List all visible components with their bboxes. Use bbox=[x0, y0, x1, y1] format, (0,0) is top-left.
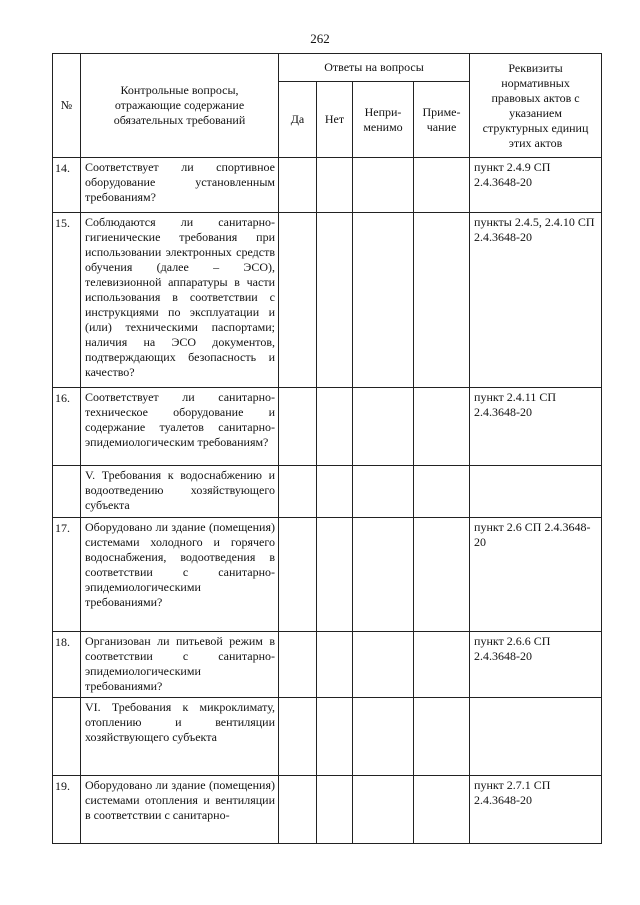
answer-na-cell bbox=[353, 466, 414, 518]
section-row bbox=[53, 698, 602, 776]
answer-note-cell bbox=[414, 698, 470, 776]
answer-yes-cell bbox=[279, 158, 317, 213]
row-number: 17. bbox=[53, 518, 81, 632]
question-text: Оборудовано ли здание (помещения) системами холодного и горячего водоснабжения, водоотведения в соответствии с санитарно-эпидемиологическими требованиями? bbox=[81, 518, 279, 632]
answer-na-cell bbox=[353, 776, 414, 844]
question-row bbox=[53, 158, 602, 213]
question-row bbox=[53, 213, 602, 388]
checklist-table bbox=[52, 53, 602, 844]
question-row bbox=[53, 518, 602, 632]
requisite-ref bbox=[470, 698, 602, 776]
requisite-ref bbox=[470, 466, 602, 518]
row-number: 15. bbox=[53, 213, 81, 388]
answer-no-cell bbox=[317, 698, 353, 776]
answer-no-cell bbox=[317, 388, 353, 466]
answer-no-cell bbox=[317, 466, 353, 518]
answer-na-cell bbox=[353, 213, 414, 388]
question-text: Соответствует ли спортивное оборудование установленным требованиям? bbox=[81, 158, 279, 213]
answer-note-cell bbox=[414, 776, 470, 844]
section-title: V. Требования к водоснабжению и водоотведению хозяйствующего субъекта bbox=[81, 466, 279, 518]
answer-na-cell bbox=[353, 698, 414, 776]
section-title: VI. Требования к микроклимату, отоплению и вентиляции хозяйствующего субъекта bbox=[81, 698, 279, 776]
answer-note-cell bbox=[414, 518, 470, 632]
requisite-ref: пункт 2.6.6 СП 2.4.3648-20 bbox=[470, 632, 602, 698]
header-num: № bbox=[53, 54, 81, 158]
answer-no-cell bbox=[317, 776, 353, 844]
answer-note-cell bbox=[414, 213, 470, 388]
header-answers-group: Ответы на вопросы bbox=[279, 54, 470, 82]
answer-yes-cell bbox=[279, 213, 317, 388]
answer-na-cell bbox=[353, 158, 414, 213]
answer-note-cell bbox=[414, 632, 470, 698]
answer-yes-cell bbox=[279, 388, 317, 466]
question-row bbox=[53, 388, 602, 466]
answer-note-cell bbox=[414, 388, 470, 466]
answer-na-cell bbox=[353, 632, 414, 698]
row-number bbox=[53, 466, 81, 518]
answer-note-cell bbox=[414, 466, 470, 518]
requisite-ref: пункт 2.4.9 СП 2.4.3648-20 bbox=[470, 158, 602, 213]
header-note: Приме-чание bbox=[414, 82, 470, 158]
question-text: Соблюдаются ли санитарно-гигиенические требования при использовании электронных средств обучения (далее – ЭСО), телевизионной аппаратуры в части использования в соответствии с инструкциями по эксплуатации и (или) техническими паспортами; наличия на ЭСО документов, подтверждающих безопасность и качество? bbox=[81, 213, 279, 388]
row-number: 19. bbox=[53, 776, 81, 844]
question-text: Соответствует ли санитарно-техническое оборудование и содержание туалетов санитарно-эпидемиологическим требованиям? bbox=[81, 388, 279, 466]
row-number: 16. bbox=[53, 388, 81, 466]
answer-no-cell bbox=[317, 632, 353, 698]
answer-yes-cell bbox=[279, 518, 317, 632]
requisite-ref: пункт 2.6 СП 2.4.3648-20 bbox=[470, 518, 602, 632]
requisite-ref: пункты 2.4.5, 2.4.10 СП 2.4.3648-20 bbox=[470, 213, 602, 388]
answer-yes-cell bbox=[279, 632, 317, 698]
header-questions: Контрольные вопросы, отражающие содержание обязательных требований bbox=[81, 54, 279, 158]
question-row bbox=[53, 776, 602, 844]
answer-yes-cell bbox=[279, 466, 317, 518]
requisite-ref: пункт 2.4.11 СП 2.4.3648-20 bbox=[470, 388, 602, 466]
question-text: Оборудовано ли здание (помещения) системами отопления и вентиляции в соответствии с санитарно- bbox=[81, 776, 279, 844]
page-number: 262 bbox=[310, 31, 330, 46]
answer-yes-cell bbox=[279, 776, 317, 844]
answer-no-cell bbox=[317, 213, 353, 388]
header-not-applicable: Непри-менимо bbox=[353, 82, 414, 158]
answer-no-cell bbox=[317, 518, 353, 632]
header-requisites: Реквизиты нормативных правовых актов с указанием структурных единиц этих актов bbox=[470, 54, 602, 158]
answer-note-cell bbox=[414, 158, 470, 213]
question-row bbox=[53, 632, 602, 698]
section-row bbox=[53, 466, 602, 518]
row-number: 18. bbox=[53, 632, 81, 698]
answer-na-cell bbox=[353, 518, 414, 632]
header-yes: Да bbox=[279, 82, 317, 158]
answer-no-cell bbox=[317, 158, 353, 213]
answer-na-cell bbox=[353, 388, 414, 466]
question-text: Организован ли питьевой режим в соответствии с санитарно-эпидемиологическими требованиями? bbox=[81, 632, 279, 698]
answer-yes-cell bbox=[279, 698, 317, 776]
row-number: 14. bbox=[53, 158, 81, 213]
header-no: Нет bbox=[317, 82, 353, 158]
requisite-ref: пункт 2.7.1 СП 2.4.3648-20 bbox=[470, 776, 602, 844]
row-number bbox=[53, 698, 81, 776]
checklist-body bbox=[53, 158, 602, 844]
